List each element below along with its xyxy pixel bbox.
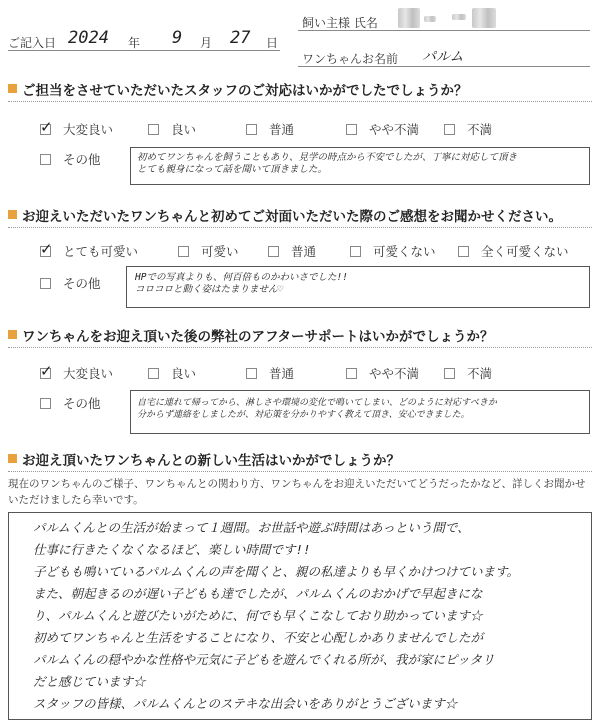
- checkbox[interactable]: [246, 124, 257, 135]
- q1-option-5[interactable]: [444, 120, 492, 136]
- q1-comment-line: とても親身になって話を聞いて頂きました。: [137, 164, 328, 175]
- q1-other-label: その他: [63, 152, 101, 167]
- q3-comment-box[interactable]: [130, 390, 590, 434]
- q2-option-5-label: 全く可愛くない: [481, 244, 569, 259]
- dotted-divider: [8, 471, 592, 472]
- q2-option-1[interactable]: [40, 242, 138, 258]
- q1-option-5-label: 不満: [467, 122, 493, 137]
- question-2-text: お迎えいただいたワンちゃんと初めてご対面いただいた際のご感想をお聞かせください。: [22, 209, 562, 225]
- q2-comment-line: HPでの写真よりも、何百倍ものかわいさでした!!: [135, 272, 348, 283]
- q2-option-3-label: 普通: [291, 244, 317, 259]
- q4-comment-line: また、朝起きるのが遅い子どもも達でしたが、パルムくんのおかげで早起きにな: [33, 586, 483, 601]
- q2-option-5[interactable]: [458, 242, 569, 258]
- q4-comment-box[interactable]: [8, 512, 592, 720]
- q2-option-4[interactable]: [350, 242, 436, 258]
- q2-option-4-label: 可愛くない: [373, 244, 436, 259]
- q2-comment-line: コロコロと動く姿はたまりません♡: [135, 284, 284, 295]
- q4-description: [8, 476, 592, 508]
- checkbox[interactable]: [444, 368, 455, 379]
- date-year: 2024: [68, 28, 109, 48]
- date-month-unit: 月: [200, 36, 213, 50]
- q2-option-2-label: 可愛い: [201, 244, 239, 259]
- question-1-heading: [8, 76, 592, 102]
- q2-option-other[interactable]: [40, 274, 101, 290]
- q1-option-1[interactable]: [40, 120, 113, 136]
- q4-comment-line: スタッフの皆様、パルムくんとのステキな出会いをありがとうございます☆: [33, 696, 458, 711]
- q4-comment-line: り、パルムくんと遊びたいがために、何でも早くこなしており助かっています☆: [33, 608, 483, 623]
- checkmark-icon: ✓: [40, 362, 53, 380]
- checkmark-icon: ✓: [40, 240, 53, 258]
- q3-option-4[interactable]: [346, 364, 419, 380]
- q1-option-other[interactable]: [40, 150, 101, 166]
- q1-option-4-label: やや不満: [369, 122, 420, 137]
- date-day: 27: [230, 28, 251, 48]
- checkbox[interactable]: [444, 124, 455, 135]
- q2-other-label: その他: [63, 276, 101, 291]
- checkbox[interactable]: [246, 368, 257, 379]
- date-month: 9: [172, 28, 183, 48]
- dog-name-underline: [298, 66, 590, 67]
- checkbox[interactable]: [148, 124, 159, 135]
- q1-option-3-label: 普通: [269, 122, 295, 137]
- checkbox[interactable]: [458, 246, 469, 257]
- question-3-heading: [8, 322, 592, 348]
- q1-comment-box[interactable]: [130, 147, 590, 185]
- question-4-text: お迎え頂いたワンちゃんとの新しい生活はいかがでしょうか？: [22, 453, 400, 469]
- date-year-unit: 年: [128, 36, 141, 50]
- checkbox[interactable]: [346, 124, 357, 135]
- q2-option-3[interactable]: [268, 242, 316, 258]
- q4-comment-line: 初めてワンちゃんと生活をすることになり、不安と心配しかありませんでしたが: [33, 630, 484, 645]
- q1-option-4[interactable]: [346, 120, 419, 136]
- q3-comment-line: 分からず連絡をしましたが、対応策を分かりやすく教えて頂き、安心できました。: [137, 410, 470, 420]
- dotted-divider: [8, 101, 592, 102]
- q4-description-text: 現在のワンちゃんのご様子、ワンちゃんとの関わり方、ワンちゃんをお迎えいただいてどうだったかなど、詳しくお聞かせいただけましたら幸いです。: [8, 478, 586, 506]
- q2-option-1-label: とても可愛い: [63, 244, 139, 259]
- orange-bullet-icon: [8, 84, 17, 93]
- checkbox[interactable]: [346, 368, 357, 379]
- q3-option-4-label: やや不満: [369, 366, 420, 381]
- q3-option-other[interactable]: [40, 394, 101, 410]
- q3-option-1[interactable]: [40, 364, 113, 380]
- dog-name-label: ワンちゃんお名前: [302, 52, 399, 66]
- owner-name-redacted: [398, 8, 420, 28]
- dotted-divider: [8, 347, 592, 348]
- q4-comment-line: 仕事に行きたくなくなるほど、楽しい時間です!!: [33, 542, 311, 557]
- q3-comment-line: 自宅に連れて帰ってから、淋しさや環境の変化で鳴いてしまい、どのように対応すべきか: [137, 398, 497, 408]
- date-label: ご記入日: [8, 36, 57, 50]
- owner-name-label: 飼い主様 氏名: [302, 16, 378, 30]
- checkbox[interactable]: [40, 362, 53, 380]
- q3-option-2-label: 良い: [171, 366, 197, 381]
- question-3-text: ワンちゃんをお迎え頂いた後の弊社のアフターサポートはいかがでしょうか？: [22, 329, 494, 345]
- q1-comment-line: 初めてワンちゃんを飼うこともあり、見学の時点から不安でしたが、丁寧に対応して頂き: [137, 152, 518, 163]
- checkbox[interactable]: [40, 154, 51, 165]
- checkbox[interactable]: [178, 246, 189, 257]
- q1-option-2[interactable]: [148, 120, 196, 136]
- q3-option-3-label: 普通: [269, 366, 295, 381]
- q3-option-5[interactable]: [444, 364, 492, 380]
- checkbox[interactable]: [40, 278, 51, 289]
- question-2-heading: [8, 202, 592, 228]
- q1-option-3[interactable]: [246, 120, 294, 136]
- q3-option-5-label: 不満: [467, 366, 493, 381]
- q4-comment-line: だと感じています☆: [33, 674, 146, 689]
- q4-comment-line: パルムくんとの生活が始まって１週間。お世話や遊ぶ時間はあっという間で、: [33, 520, 470, 535]
- checkbox[interactable]: [40, 398, 51, 409]
- date-day-unit: 日: [266, 36, 279, 50]
- checkbox[interactable]: [40, 118, 53, 136]
- question-4-heading: [8, 446, 592, 472]
- q2-option-2[interactable]: [178, 242, 239, 258]
- q4-comment-line: パルムくんの穏やかな性格や元気に子どもを遊んでくれる所が、我が家にピッタリ: [33, 652, 495, 667]
- checkbox[interactable]: [148, 368, 159, 379]
- dog-name-value: パルム: [422, 49, 464, 65]
- checkbox[interactable]: [268, 246, 279, 257]
- owner-name-redacted-3: [452, 14, 466, 20]
- q1-option-1-label: 大変良い: [63, 122, 114, 137]
- checkbox[interactable]: [350, 246, 361, 257]
- q3-option-3[interactable]: [246, 364, 294, 380]
- q1-option-2-label: 良い: [171, 122, 197, 137]
- owner-name-redacted-4: [472, 8, 496, 28]
- q2-comment-box[interactable]: [126, 266, 590, 308]
- checkmark-icon: ✓: [40, 118, 53, 136]
- orange-bullet-icon: [8, 210, 17, 219]
- owner-name-redacted-2: [424, 16, 436, 22]
- orange-bullet-icon: [8, 330, 17, 339]
- q3-option-2[interactable]: [148, 364, 196, 380]
- orange-bullet-icon: [8, 454, 17, 463]
- dotted-divider: [8, 227, 592, 228]
- question-1-text: ご担当をさせていただいたスタッフのご対応はいかがでしたでしょうか？: [22, 83, 468, 99]
- owner-name-underline: [298, 30, 590, 31]
- q3-option-1-label: 大変良い: [63, 366, 114, 381]
- checkbox[interactable]: [40, 240, 53, 258]
- q4-comment-line: 子どもも鳴いているパルムくんの声を聞くと、親の私達よりも早くかけつけています。: [33, 564, 520, 579]
- q3-other-label: その他: [63, 396, 101, 411]
- date-underline: [8, 50, 280, 51]
